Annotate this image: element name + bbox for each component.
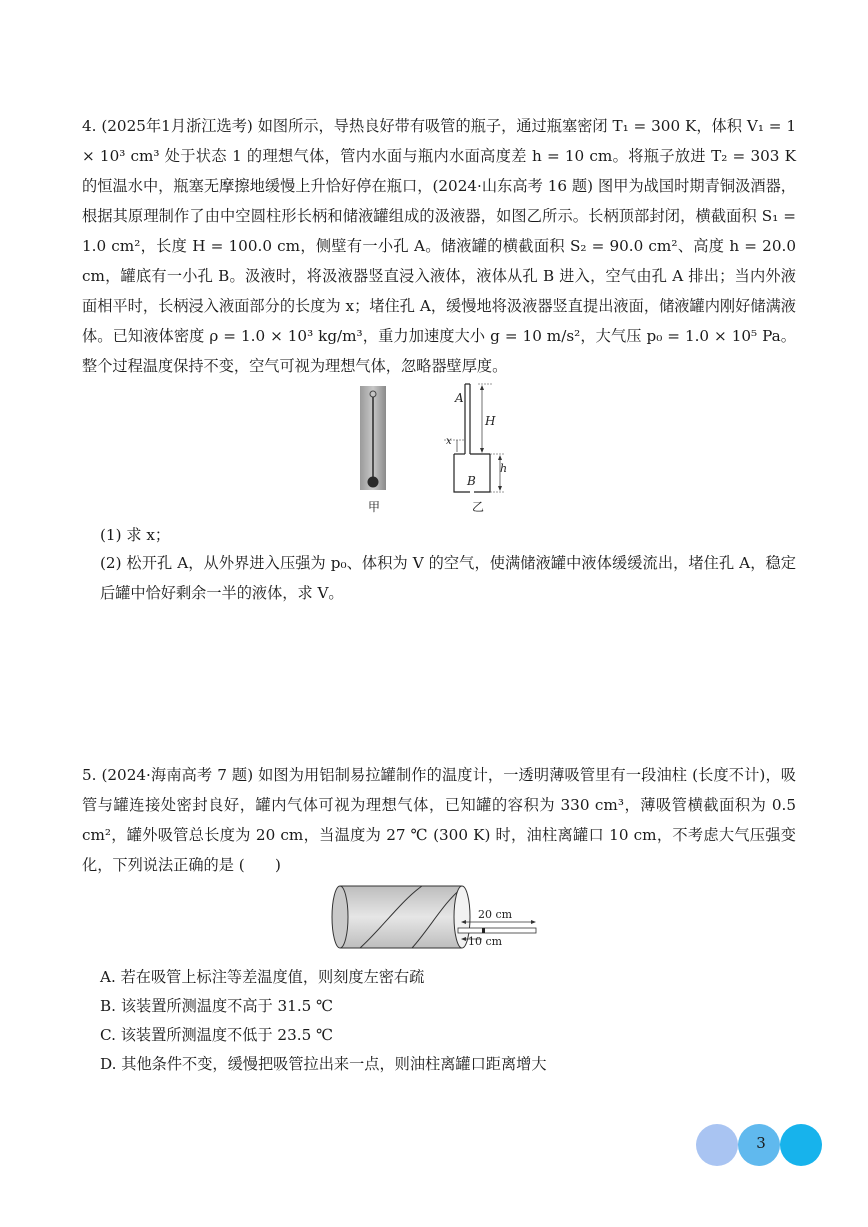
page-number: 3 bbox=[756, 1134, 766, 1152]
option-d: D. 其他条件不变，缓慢把吸管拉出来一点，则油柱离罐口距离增大 bbox=[100, 1055, 547, 1073]
question-4 bbox=[82, 111, 796, 381]
option-b: B. 该装置所测温度不高于 31.5 ℃ bbox=[100, 997, 334, 1015]
page-dot-1 bbox=[696, 1124, 738, 1166]
figure-yi-label-h: h bbox=[500, 462, 508, 475]
page-dot-3 bbox=[780, 1124, 822, 1166]
question-5 bbox=[82, 760, 796, 880]
figure-yi-label-x: x bbox=[446, 436, 452, 447]
figure-label-10cm: 10 cm bbox=[468, 935, 503, 948]
figure-jia bbox=[355, 386, 391, 502]
question-4-sub-2: (2) 松开孔 A，从外界进入压强为 p₀、体积为 V 的空气，使满储液罐中液体缓缓流出，堵住孔 A，稳定后罐中恰好剩余一半的液体，求 V。 bbox=[100, 554, 796, 602]
figure-yi-label: 乙 bbox=[472, 500, 485, 514]
question-5-text: 5. (2024·海南高考 7 题) 如图为用铝制易拉罐制作的温度计，一透明薄吸管里有一段油柱 (长度不计)，吸管与罐连接处密封良好，罐内气体可视为理想气体，已知罐的容积为 330 cm³，薄吸管横截面积为 0.5 cm²，罐外吸管总长度为 20 cm，当温度为 27 ℃ (300 K) 时，油柱离罐口 10 cm，不考虑大气压强变化，下列说法正确的是 ( ) bbox=[82, 766, 796, 874]
figure-yi-label-h-upper: H bbox=[485, 414, 496, 428]
figure-label-20cm: 20 cm bbox=[478, 908, 513, 921]
option-c: C. 该装置所测温度不低于 23.5 ℃ bbox=[100, 1026, 334, 1044]
figure-jia-label: 甲 bbox=[368, 500, 381, 514]
question-4-sub-1: (1) 求 x； bbox=[100, 526, 171, 544]
figure-yi-label-b: B bbox=[467, 474, 476, 488]
figure-yi-label-a: A bbox=[455, 391, 464, 405]
question-4-text: 4. (2025年1月浙江选考) 如图所示，导热良好带有吸管的瓶子，通过瓶塞密闭 T₁ = 300 K，体积 V₁ = 1 × 10³ cm³ 处于状态 1 的理想气体，管内水面与瓶内水面高度差 h = 10 cm。将瓶子放进 T₂ = 303 K 的恒温水中，瓶塞无摩擦地缓慢上升恰好停在瓶口，(2024·山东高考 16 题) 图甲为战国时期青铜汲酒器，根据其原理制作了由中空圆柱形长柄和储液罐组成的汲液器，如图乙所示。长柄顶部封闭，横截面积 S₁ = 1.0 cm²，长度 H = 100.0 cm，侧壁有一小孔 A。储液罐的横截面积 S₂ = 90.0 cm²、高度 h = 20.0 cm，罐底有一小孔 B。汲液时，将汲液器竖直浸入液体，液体从孔 B 进入，空气由孔 A 排出；当内外液面相平时，长柄浸入液面部分的长度为 x；堵住孔 A，缓慢地将汲液器竖直提出液面，储液罐内刚好储满液体。已知液体密度 ρ = 1.0 × 10³ kg/m³，重力加速度大小 g = 10 m/s²，大气压 p₀ = 1.0 × 10⁵ Pa。整个过程温度保持不变，空气可视为理想气体，忽略器壁厚度。 bbox=[82, 117, 796, 375]
option-a: A. 若在吸管上标注等差温度值，则刻度左密右疏 bbox=[100, 968, 425, 986]
